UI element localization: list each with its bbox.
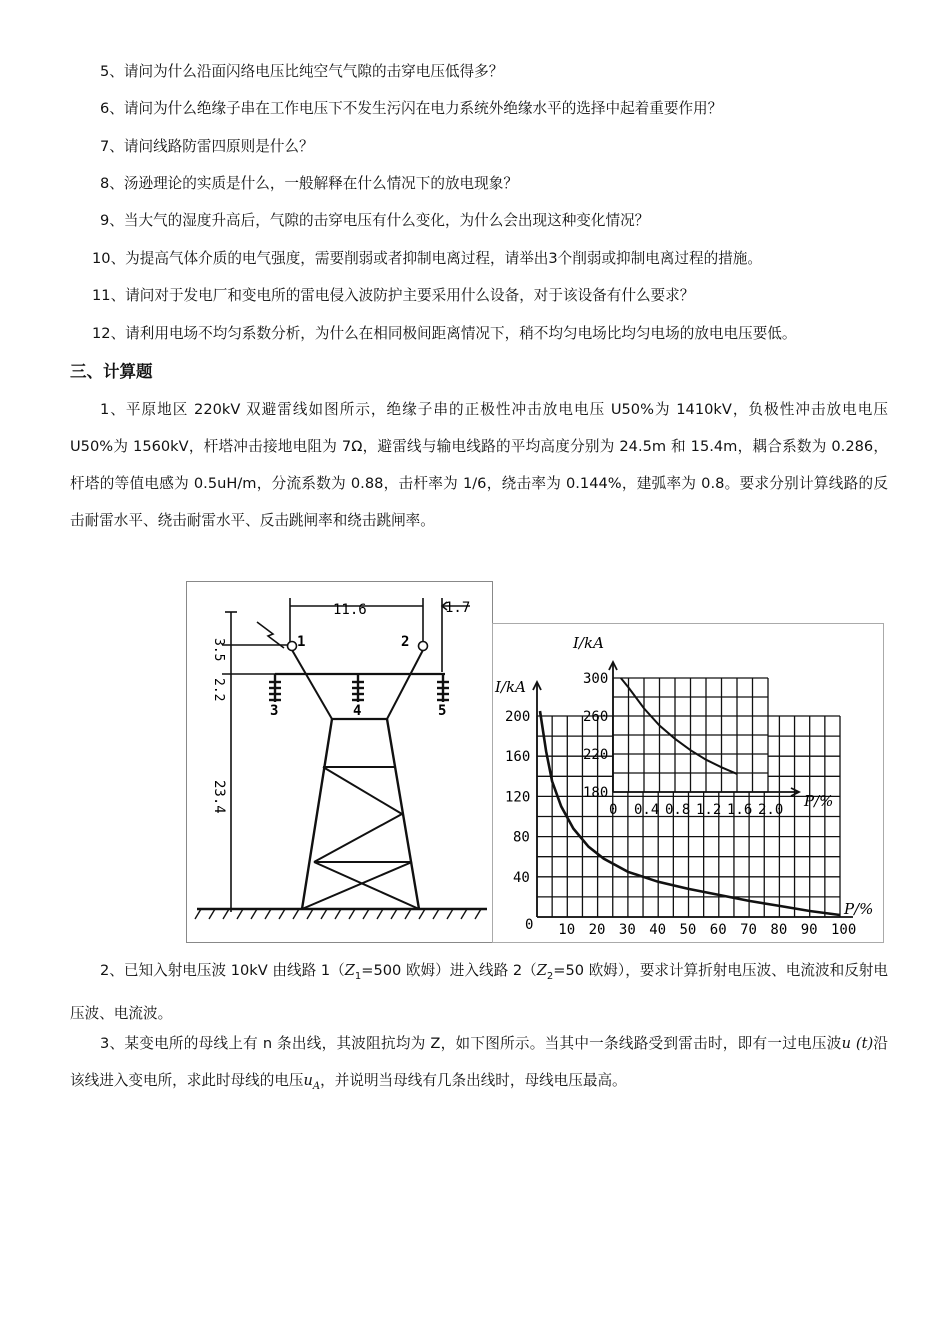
calc-problem-1: 1、平原地区 220kV 双避雷线如图所示，绝缘子串的正极性冲击放电电压 U50%为 1410kV，负极性冲击放电电压 U50%为 1560kV，杆塔冲击接地电阻为 7Ω，避雷线与输电线路的平均高度分别为 24.5m 和 15.4m，耦合系数为 0.286，杆塔的等值电感为 0.5uH/m，分流系数为 0.88，击杆率为 1/6，绕击率为 0.144%，建弧率为 0.8。要求分别计算线路的反击耐雷水平、绕击耐雷水平、反击跳闸率和绕击跳闸率。 bbox=[70, 401, 888, 529]
main-x-tick: 40 bbox=[649, 922, 667, 938]
inset-x-tick: 0.8 bbox=[665, 802, 691, 818]
question-5: 5、请问为什么沿面闪络电压比纯空气气隙的击穿电压低得多？ bbox=[100, 63, 504, 80]
tower-leg-right bbox=[387, 719, 419, 909]
main-y-tick: 200 bbox=[505, 709, 531, 725]
insulator-strings bbox=[269, 674, 449, 702]
dim-label-1-7: 1.7 bbox=[445, 600, 471, 616]
main-xlabel: P/% bbox=[844, 900, 874, 918]
question-10: 10、为提高气体介质的电气强度，需要削弱或者抑制电离过程，请举出3个削弱或抑制电离过程的措施。 bbox=[92, 250, 762, 267]
ut-symbol: u (t) bbox=[841, 1035, 874, 1052]
ground-hatch bbox=[195, 909, 481, 919]
main-x-tick: 80 bbox=[770, 922, 788, 938]
inset-y-tick: 180 bbox=[583, 785, 609, 801]
ua-symbol: u bbox=[303, 1072, 313, 1089]
question-6: 6、请问为什么绝缘子串在工作电压下不发生污闪在电力系统外绝缘水平的选择中起着重要作用？ bbox=[100, 100, 723, 117]
main-y-tick: 0 bbox=[525, 917, 534, 933]
inset-y-tick: 300 bbox=[583, 671, 609, 687]
inset-x-tick: 1.6 bbox=[727, 802, 753, 818]
label-3: 3 bbox=[270, 703, 279, 719]
question-7: 7、请问线路防雷四原则是什么？ bbox=[100, 138, 314, 155]
inset-ylabel: I/kA bbox=[573, 634, 604, 652]
main-x-tick: 50 bbox=[679, 922, 697, 938]
main-y-tick: 40 bbox=[513, 869, 530, 886]
label-5: 5 bbox=[438, 703, 447, 719]
inset-x-tick: 2.0 bbox=[758, 802, 784, 818]
label-1: 1 bbox=[297, 634, 306, 650]
tower-leg-left bbox=[302, 719, 332, 909]
dim-label-2-2: 2.2 bbox=[211, 678, 226, 702]
inset-x-tick: 1.2 bbox=[696, 802, 722, 818]
main-ylabel: I/kA bbox=[495, 678, 526, 696]
main-x-tick: 20 bbox=[588, 922, 606, 938]
tower-figure bbox=[186, 581, 493, 943]
inset-y-tick: 260 bbox=[583, 709, 609, 725]
question-12: 12、请利用电场不均匀系数分析，为什么在相同极间距离情况下，稍不均匀电场比均匀电场的放电电压要低。 bbox=[92, 325, 797, 342]
probability-chart-figure bbox=[492, 623, 884, 943]
inset-x-tick: 0.4 bbox=[634, 802, 660, 818]
inset-x-tick: 0 bbox=[609, 802, 618, 818]
calc-problem-3: 3、某变电所的母线上有 n 条出线，其波阻抗均为 Z，如下图所示。当其中一条线路受到雷击时，即有一过电压波u (t)沿该线进入变电所，求此时母线的电压$u_A$，并说明当母线有几条出线时，母线电压最高。 bbox=[70, 1035, 888, 1092]
question-11: 11、请问对于发电厂和变电所的雷电侵入波防护主要采用什么设备，对于该设备有什么要求？ bbox=[92, 287, 695, 304]
main-y-tick: 120 bbox=[505, 789, 531, 806]
probability-chart bbox=[493, 624, 883, 942]
tower-diagram bbox=[187, 582, 492, 942]
main-x-tick: 60 bbox=[709, 922, 727, 938]
section-heading: 三、计算题 bbox=[70, 362, 153, 381]
inset-y-tick: 220 bbox=[583, 747, 609, 763]
main-y-tick: 160 bbox=[505, 749, 531, 766]
question-9: 9、当大气的湿度升高后，气隙的击穿电压有什么变化，为什么会出现这种变化情况？ bbox=[100, 212, 650, 229]
main-x-tick: 100 bbox=[831, 922, 857, 938]
main-x-tick: 90 bbox=[800, 922, 818, 938]
label-2: 2 bbox=[401, 634, 410, 650]
inset-xlabel: P/% bbox=[804, 792, 834, 810]
dim-label-11-6: 11.6 bbox=[333, 602, 367, 618]
main-y-tick: 80 bbox=[513, 829, 530, 846]
calc-problem-2: 2、已知入射电压波 10kV 由线路 $1(Z_1=500$ 欧姆）进入线路 $2(Z_2=50$ 欧姆），要求计算折射电压波、电流波和反射电压波、电流波。 bbox=[70, 962, 888, 1022]
question-8: 8、汤逊理论的实质是什么，一般解释在什么情况下的放电现象？ bbox=[100, 175, 518, 192]
label-4: 4 bbox=[353, 703, 362, 719]
main-x-tick: 30 bbox=[618, 922, 636, 938]
main-x-tick: 70 bbox=[740, 922, 757, 938]
dim-label-3-5: 3.5 bbox=[211, 638, 226, 662]
main-x-tick: 10 bbox=[558, 922, 576, 938]
dim-label-23-4: 23.4 bbox=[211, 780, 227, 814]
